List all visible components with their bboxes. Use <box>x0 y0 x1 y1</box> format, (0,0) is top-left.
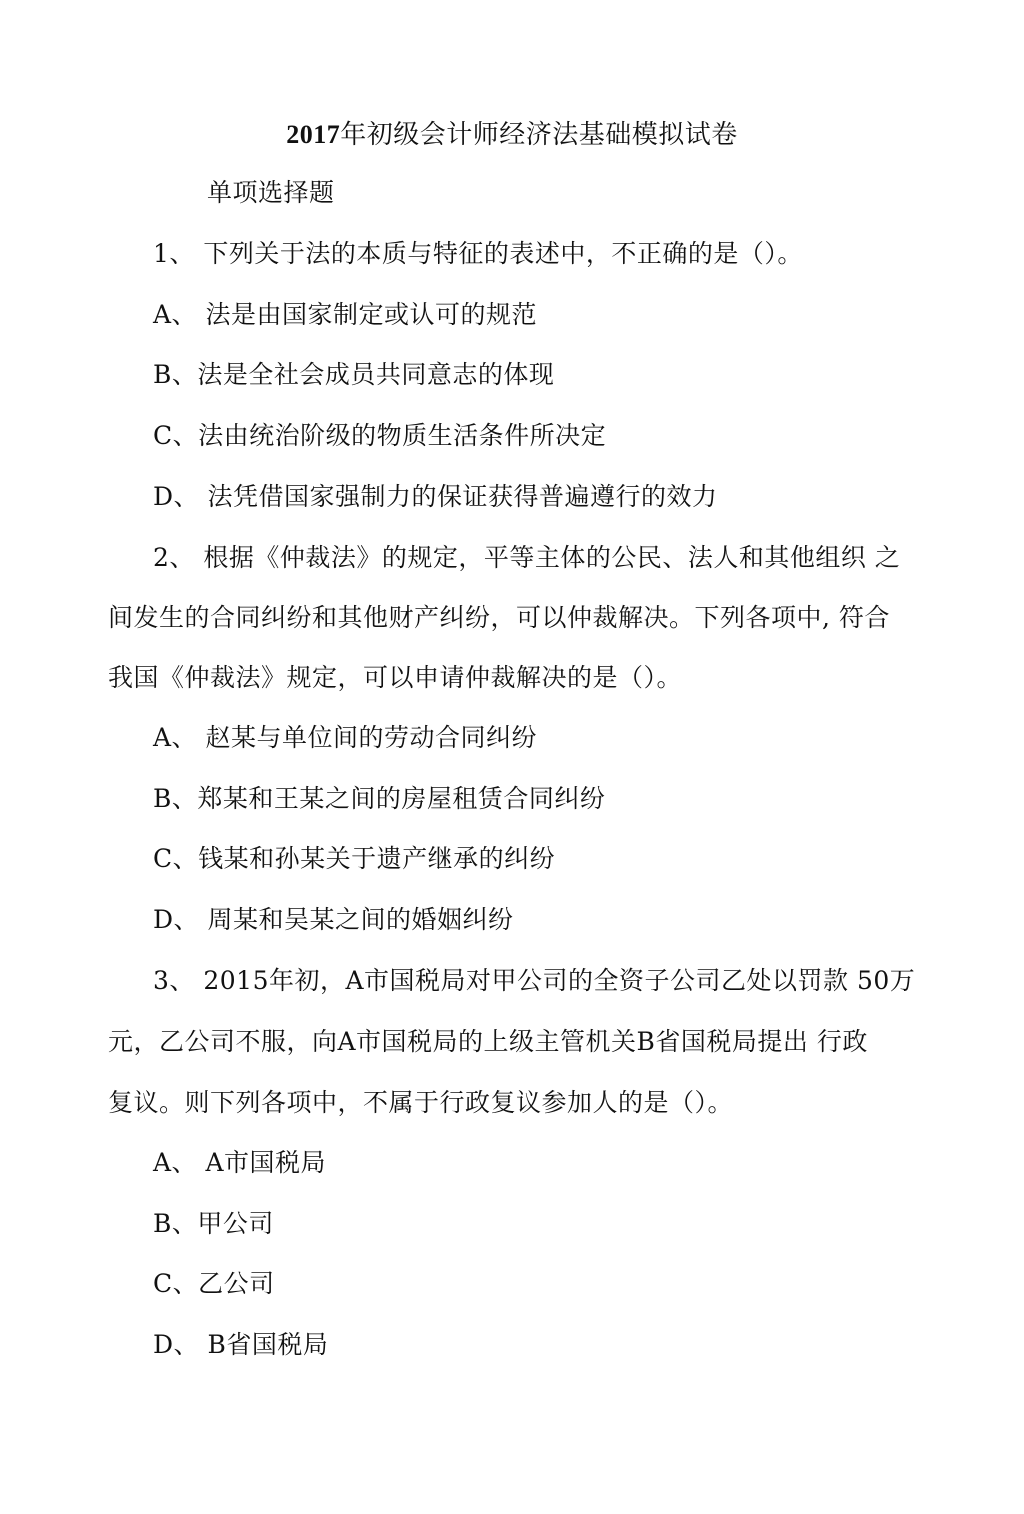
question-1-option-b: B、法是全社会成员共同意志的体现 <box>153 360 555 389</box>
question-2-option-c: C、钱某和孙某关于遗产继承的纠纷 <box>153 844 556 873</box>
question-3-option-b: B、甲公司 <box>153 1209 274 1238</box>
question-2-option-a: A、 赵某与单位间的劳动合同纠纷 <box>153 723 538 752</box>
question-2-option-d: D、 周某和吴某之间的婚姻纠纷 <box>153 905 514 934</box>
question-2-option-b: B、郑某和王某之间的房屋租赁合同纠纷 <box>153 784 606 813</box>
question-3-stem-line-1: 3、 2015年初，A市国税局对甲公司的全资子公司乙处以罚款 50万 <box>153 966 916 995</box>
title-year: 2017 <box>286 120 341 149</box>
question-1-option-a: A、 法是由国家制定或认可的规范 <box>153 300 538 329</box>
question-3-option-d: D、 B省国税局 <box>153 1330 329 1359</box>
question-1-option-d: D、 法凭借国家强制力的保证获得普遍遵行的效力 <box>153 482 718 511</box>
question-3-stem-line-3: 复议。则下列各项中，不属于行政复议参加人的是（）。 <box>108 1088 734 1117</box>
question-1-option-c: C、法由统治阶级的物质生活条件所决定 <box>153 421 607 450</box>
question-3-option-c: C、乙公司 <box>153 1269 275 1298</box>
question-3-stem-line-2: 元，乙公司不服，向A市国税局的上级主管机关B省国税局提出 行政 <box>108 1027 868 1056</box>
question-2-stem-line-3: 我国《仲裁法》规定，可以申请仲裁解决的是（）。 <box>108 663 683 692</box>
document-title <box>0 118 1024 152</box>
question-2-stem-line-2: 间发生的合同纠纷和其他财产纠纷，可以仲裁解决。下列各项中, 符合 <box>108 603 890 632</box>
question-1-stem: 1、 下列关于法的本质与特征的表述中，不正确的是（）。 <box>153 239 803 268</box>
question-3-option-a: A、 A市国税局 <box>153 1148 327 1177</box>
title-text: 年初级会计师经济法基础模拟试卷 <box>340 120 738 150</box>
question-2-stem-line-1: 2、 根据《仲裁法》的规定，平等主体的公民、法人和其他组织 之 <box>153 543 901 572</box>
section-heading: 单项选择题 <box>207 178 335 207</box>
